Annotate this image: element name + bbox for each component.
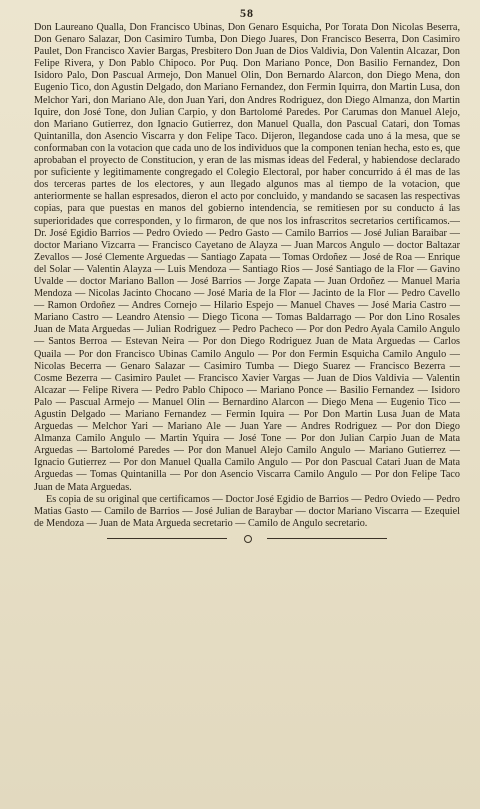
ornamental-rule <box>107 534 387 542</box>
page-number: 58 <box>240 6 254 20</box>
body-paragraph-main: Don Laureano Qualla, Don Francisco Ubinas, Don Genaro Esquicha, Por Torata Don Nicolas Beserra, Don Genaro Salazar, Don Casimiro Tumba, Don Diego Juares, Don Francisco Beserra, Don Casimiro Paulet, Don Francisco Xavier Bargas, Presbitero Don Juan de Dios Valdivia, Don Valentin Alcazar, Don Felipe Rivera, y Don Pablo Chipoco. Por Puq. Don Mariano Ponce, Don Basilio Fernandez, Don Isidoro Palo, Don Pascual Armejo, Don Manuel Olin, Don Bernardo Alarcon, don Diego Mena, don Eugenio Tico, don Agustin Delgado, don Mariano Fernandez, don Fermin Iquirra, don Martin Lusa, don Melchor Yari, don Mariano Ale, don Juan Yari, don Andres Rodriguez, don Diego Almanza, don Martin Iquire, don José Tone, don Julian Carpio, y don Bartolomé Paredes. Por Carumas don Manuel Alejo, don Mariano Gutierrez, don Ignacio Gutierrez, don Manuel Qualla, don Pascual Catari, don Tomas Quintanilla, don Asencio Viscarra y don Felipe Taco. Dijeron, llegandose cada uno á la mesa, que se conformaban con la votacion que cada uno de los individuos que la componen tenian hecha, esto es, que aprobaban el proyecto de Constitucion, y eran de las mismas ideas del Federal, y habiendose declarado por suficiente y legitimamente congregado el Colegio Electoral, por haber concurrido á él mas de las dos terceras partes de los electores, y aun llegado algunos mas al tiempo de la votacion, que anteriormente se hallan espresados, dieron el acto por concluido, y mandando se sacasen las respectivas copias, para que puestas en manos del gobierno intendencia, se remitiesen por su conducto á las superioridades que corresponden, y lo firmaron, de que nos los infrascritos secretarios certificamos.—Dr. José Egidio Barrios — Pedro Oviedo — Pedro Gasto — Camilo Barrios — José Julian Baraibar — doctor Mariano Vizcarra — Francisco Cayetano de Alayza — Juan Marcos Angulo — doctor Baltazar Zevallos — José Clemente Arguedas — Santiago Zapata — Tomas Ordoñez — José de Roa — Enrique del Solar — Valentin Alayza — Luis Mendoza — Santiago Rios — José Santiago de la Flor — Gavino Uvalde — doctor Mariano Ballon — José Barrios — Jorge Zapata — Juan Ordoñez — Manuel Maria Mendoza — Nicolas Jacinto Chocano — José Maria de la Flor — Jacinto de la Flor — Pedro Cavello — Ramon Ordoñez — Andres Cornejo — Hilario Espejo — Manuel Chaves — José Maria Castro — Mariano Castro — Leandro Atensio — Diego Ticona — Tomas Baldarrago — Por don Lino Rosales Juan de Mata Arguedas — Julian Rodriguez — Pedro Pacheco — Por don Pedro Ayala Camilo Angulo — Santos Berroa — Estevan Neira — Por don Diego Rodriguez Juan de Mata Arguedas — Carlos Quaila — Por don Francisco Ubinas Camilo Angulo — Por don Fermin Esquicha Camilo Angulo — Nicolas Becerra — Genaro Salazar — Casimiro Tumba — Diego Suarez — Francisco Bezerra — Cosme Bezerra — Casimiro Paulet — Francisco Xavier Vargas — Juan de Dios Valdivia — Valentin Alcazar — Felipe Rivera — Pedro Pablo Chipoco — Mariano Ponce — Basilio Fernandez — Isidoro Palo — Pascual Armejo — Manuel Olin — Bernardino Alarcon — Diego Mena — Eugenio Tico — Agustin Delgado — Mariano Fernandez — Fermin Iquira — Por Don Martin Lusa Juan de Mata Arguedas — Melchor Yari — Mariano Ale — Juan Yare — Andres Rodriguez — Por don Diego Almanza Camilo Angulo — Martin Yquira — José Tone — Por don Julian Carpio Juan de Mata Arguedas — Bartolomé Paredes — Por don Manuel Alejo Camilo Angulo — Mariano Gutierrez — Ignacio Gutierrez — Por don Manuel Qualla Camilo Angulo — Por don Pascual Catari Juan de Mata Arguedas — Tomas Quintanilla — Por don Asencio Viscarra Camilo Angulo — Por don Felipe Taco Juan de Mata Arguedas. <box>34 22 460 493</box>
ornament-icon <box>244 535 252 543</box>
body-paragraph-certification: Es copia de su original que certificamos — Doctor José Egidio de Barrios — Pedro Oviedo — Pedro Matias Gasto — Camilo de Barrios — José Julian de Baraybar — doctor Mariano Viscarra — Ezequiel de Mendoza — Juan de Mata Argueda secretario — Camilo de Angulo secretario. <box>34 493 460 529</box>
